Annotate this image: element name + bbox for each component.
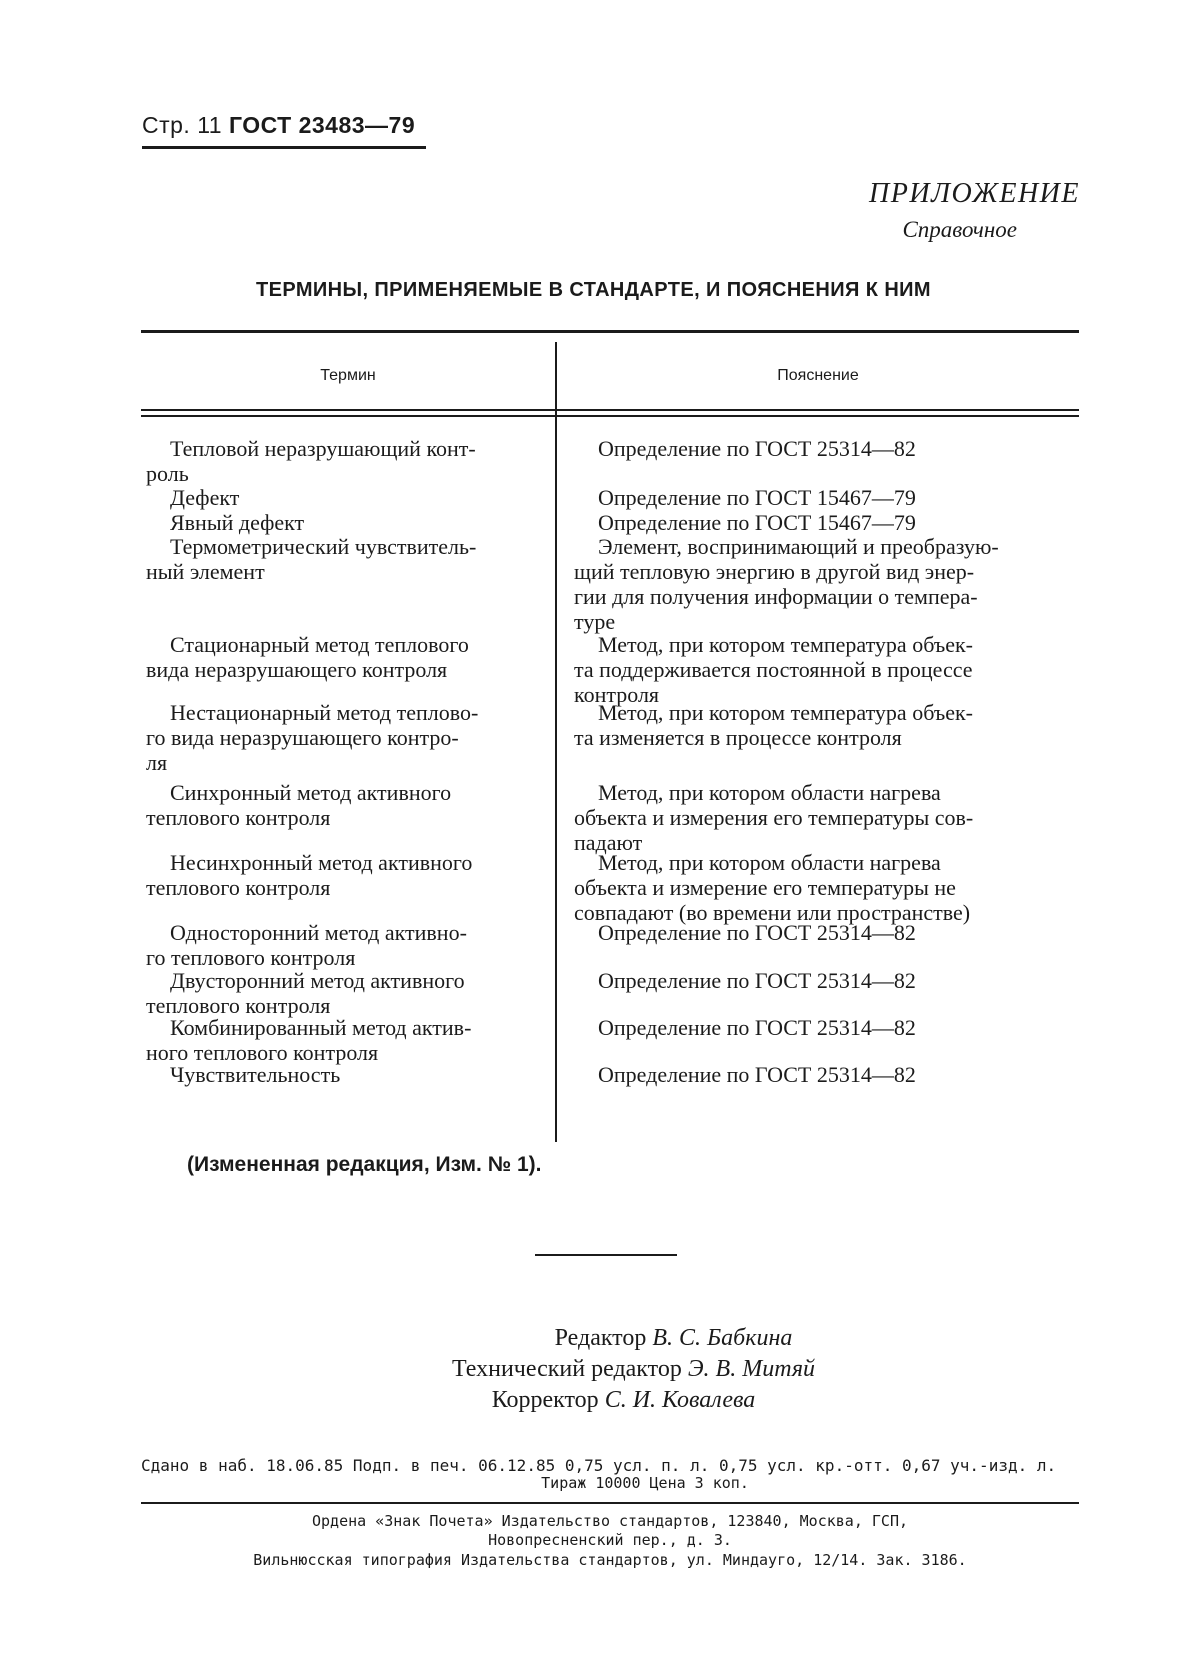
table-column-divider <box>555 342 557 1142</box>
explanation-line: объекта и измерения его температуры сов- <box>574 805 974 830</box>
term-cell <box>146 968 532 1018</box>
tech-editor-label: Технический редактор <box>452 1356 682 1382</box>
term-line: Синхронный метод активного <box>170 780 452 805</box>
term-cell <box>146 534 532 584</box>
explanation-line: Элемент, воспринимающий и преобразую- <box>598 534 999 559</box>
proofreader-name: С. И. Ковалева <box>604 1387 756 1413</box>
standard-number: ГОСТ 23483—79 <box>228 112 416 138</box>
explanation-line: Определение по ГОСТ 15467—79 <box>598 485 916 510</box>
term-line: Комбинированный метод актив- <box>170 1015 472 1040</box>
term-cell <box>146 1015 532 1065</box>
explanation-line: совпадают (во времени или пространстве) <box>574 900 971 925</box>
explanation-cell <box>574 850 1079 925</box>
term-cell <box>146 920 532 970</box>
term-cell <box>146 850 532 900</box>
explanation-line: падают <box>574 830 643 855</box>
term-cell <box>146 780 532 830</box>
term-line: вида неразрушающего контроля <box>146 657 448 682</box>
imprint-line-5: Вильнюсская типография Издательства стандартов, ул. Миндауго, 12/14. Зак. 3186. <box>253 1551 967 1569</box>
term-line: ный элемент <box>146 559 265 584</box>
explanation-line: щий тепловую энергию в другой вид энер- <box>574 559 975 584</box>
proofreader-line <box>0 1385 1187 1416</box>
term-line: Несинхронный метод активного <box>170 850 473 875</box>
explanation-line: контроля <box>574 682 660 707</box>
term-cell <box>146 510 532 535</box>
page-header <box>142 112 415 139</box>
term-line: Явный дефект <box>170 510 305 535</box>
explanation-line: Метод, при котором области нагрева <box>598 850 941 875</box>
tech-editor-line <box>0 1354 1187 1385</box>
explanation-cell <box>574 485 1079 510</box>
term-cell <box>146 485 532 510</box>
term-line: Стационарный метод теплового <box>170 632 469 657</box>
explanation-cell <box>574 920 1079 945</box>
explanation-line: Определение по ГОСТ 25314—82 <box>598 968 916 993</box>
term-line: Дефект <box>170 485 240 510</box>
explanation-cell <box>574 1015 1079 1040</box>
explanation-line: объекта и измерение его температуры не <box>574 875 956 900</box>
imprint-line-4: Новопресненский пер., д. 3. <box>488 1531 732 1549</box>
document-title: ТЕРМИНЫ, ПРИМЕНЯЕМЫЕ В СТАНДАРТЕ, И ПОЯСНЕНИЯ К НИМ <box>255 279 931 301</box>
editor-label: Редактор <box>554 1325 647 1351</box>
explanation-line: туре <box>574 609 616 634</box>
explanation-line: Определение по ГОСТ 25314—82 <box>598 436 916 461</box>
term-line: Нестационарный метод теплово- <box>170 700 479 725</box>
explanation-line: Метод, при котором температура объек- <box>598 632 973 657</box>
term-line: ного теплового контроля <box>146 1040 379 1065</box>
explanation-line: та изменяется в процессе контроля <box>574 725 902 750</box>
imprint-line-2: Тираж 10000 Цена 3 коп. <box>541 1474 749 1492</box>
editor-name: В. С. Бабкина <box>652 1325 793 1351</box>
explanation-cell <box>574 534 1079 634</box>
imprint-line-3: Ордена «Знак Почета» Издательство стандартов, 123840, Москва, ГСП, <box>311 1512 909 1530</box>
term-line: го теплового контроля <box>146 945 356 970</box>
term-line: теплового контроля <box>146 875 331 900</box>
explanation-cell <box>574 780 1079 855</box>
revision-note: (Измененная редакция, Изм. № 1). <box>187 1153 542 1176</box>
explanation-line: Определение по ГОСТ 25314—82 <box>598 1062 916 1087</box>
explanation-cell <box>574 1062 1079 1087</box>
proofreader-label: Корректор <box>491 1387 599 1413</box>
header-rule-1 <box>141 409 1079 411</box>
editor-line <box>0 1323 1187 1354</box>
term-cell <box>146 1062 532 1087</box>
page-number: Стр. 11 <box>142 112 223 138</box>
explanation-cell <box>574 436 1079 461</box>
explanation-column-header: Пояснение <box>777 367 859 384</box>
tech-editor-name: Э. В. Митяй <box>687 1356 815 1382</box>
term-line: го вида неразрушающего контро- <box>146 725 459 750</box>
explanation-line: Определение по ГОСТ 15467—79 <box>598 510 916 535</box>
explanation-cell <box>574 968 1079 993</box>
term-line: Чувствительность <box>170 1062 341 1087</box>
term-line: ля <box>146 750 168 775</box>
explanation-line: гии для получения информации о темпера- <box>574 584 978 609</box>
header-rule-2 <box>141 415 1079 417</box>
explanation-line: та поддерживается постоянной в процессе <box>574 657 973 682</box>
appendix-subtitle: Справочное <box>902 217 1017 242</box>
table-top-rule <box>141 330 1079 333</box>
explanation-line: Метод, при котором области нагрева <box>598 780 941 805</box>
explanation-line: Метод, при котором температура объек- <box>598 700 973 725</box>
term-line: роль <box>146 461 189 486</box>
term-column-header: Термин <box>320 367 376 384</box>
term-line: Тепловой неразрушающий конт- <box>170 436 476 461</box>
explanation-line: Определение по ГОСТ 25314—82 <box>598 1015 916 1040</box>
term-line: теплового контроля <box>146 993 331 1018</box>
header-rule <box>142 146 426 149</box>
term-line: Термометрический чувствитель- <box>170 534 477 559</box>
term-cell <box>146 700 532 775</box>
term-line: теплового контроля <box>146 805 331 830</box>
separator-rule <box>535 1254 677 1256</box>
term-line: Односторонний метод активно- <box>170 920 467 945</box>
appendix-title: ПРИЛОЖЕНИЕ <box>869 178 1080 209</box>
term-cell <box>146 632 532 682</box>
imprint-rule <box>141 1502 1079 1504</box>
explanation-cell <box>574 700 1079 750</box>
explanation-cell <box>574 510 1079 535</box>
imprint-line-1: Сдано в наб. 18.06.85 Подп. в печ. 06.12.85 0,75 усл. п. л. 0,75 усл. кр.-отт. 0,67 уч.-изд. л. <box>141 1456 1057 1475</box>
term-cell <box>146 436 532 486</box>
explanation-cell <box>574 632 1079 707</box>
term-line: Двусторонний метод активного <box>170 968 465 993</box>
explanation-line: Определение по ГОСТ 25314—82 <box>598 920 916 945</box>
